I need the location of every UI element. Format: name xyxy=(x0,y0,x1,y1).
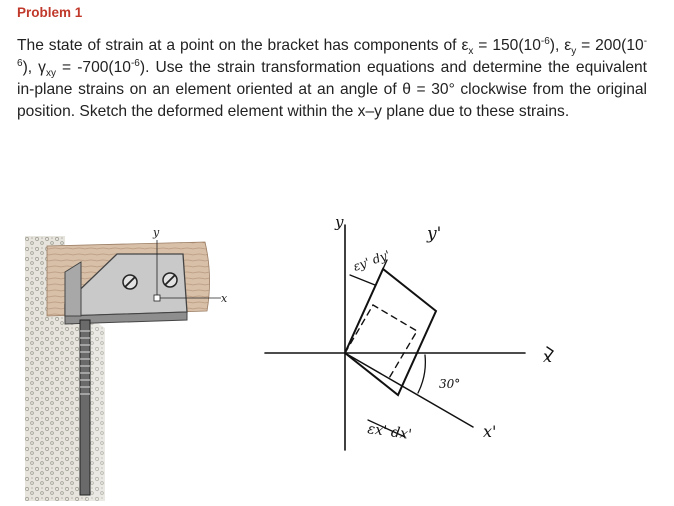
ey-dimension-line xyxy=(350,275,375,285)
strain-element-square xyxy=(154,295,160,301)
x-label: x xyxy=(221,292,228,305)
ex-dx-label: εx' dx' xyxy=(366,421,413,444)
epsilon-y-subscript: y xyxy=(571,46,577,58)
x-axis-label: x xyxy=(543,347,553,366)
x-prime-label: x' xyxy=(483,422,497,441)
statement-text-2: ). Use the strain transformation equations and determine the equivalent in-plane strains on an element oriented at an angle of θ = 30° clockwise from the original position. Sketch the deformed element within the x–y plane due to these strains. xyxy=(17,59,647,120)
epsilon-y-value: = 200(10 xyxy=(576,37,644,54)
ey-dy-label: εy' dy' xyxy=(351,247,392,274)
original-element xyxy=(345,305,417,380)
deformed-element-sketch xyxy=(255,205,595,465)
gamma-xy-subscript: xy xyxy=(45,68,56,80)
epsilon-x-value: = 150(10 xyxy=(473,37,541,54)
angle-arc xyxy=(418,355,425,393)
anchor-rod xyxy=(80,320,90,495)
problem-statement xyxy=(17,35,647,123)
bracket-leg xyxy=(65,262,81,316)
bolt-1 xyxy=(123,275,137,289)
statement-text-1: The state of strain at a point on the bracket has components of xyxy=(17,37,462,54)
epsilon-x-subscript: x xyxy=(468,46,474,58)
epsilon-x-symbol: ε xyxy=(461,37,469,54)
exponent-2: -6 xyxy=(17,35,648,69)
epsilon-y-symbol: ε xyxy=(564,37,572,54)
y-prime-label: y' xyxy=(427,224,442,244)
bracket-illustration xyxy=(25,216,228,501)
angle-label: 30° xyxy=(439,377,461,391)
gamma-xy-symbol: γ xyxy=(38,59,46,76)
exponent-1: -6 xyxy=(540,35,550,47)
exponent-3: -6 xyxy=(130,57,140,69)
close-paren-1: ), xyxy=(549,37,565,54)
bolt-2 xyxy=(163,273,177,287)
problem-title: Problem 1 xyxy=(17,5,83,20)
y-axis-label: y xyxy=(335,213,344,231)
y-label: y xyxy=(153,226,160,239)
close-paren-2: ), xyxy=(22,59,39,76)
gamma-xy-value: = -700(10 xyxy=(55,59,131,76)
